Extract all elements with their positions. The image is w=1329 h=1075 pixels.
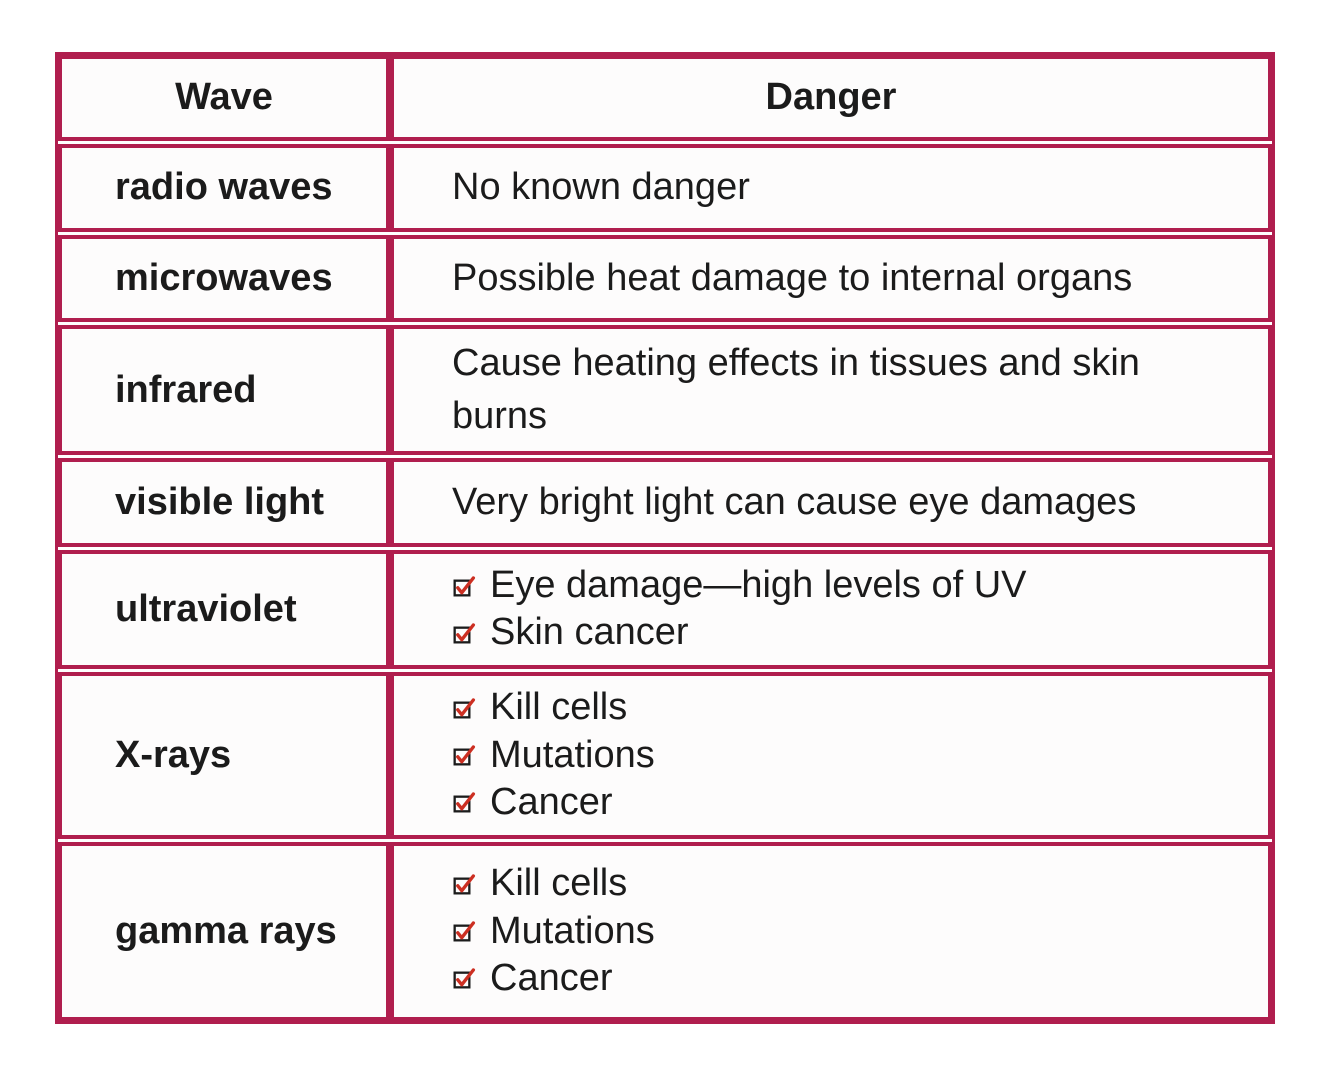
wave-label: radio waves bbox=[115, 166, 333, 209]
checked-checkbox-icon bbox=[452, 743, 476, 767]
danger-item-label: Kill cells bbox=[490, 862, 628, 905]
checked-checkbox-icon bbox=[452, 966, 476, 990]
danger-item-label: Possible heat damage to internal organs bbox=[452, 256, 1133, 299]
danger-text bbox=[452, 252, 1132, 305]
table-row bbox=[58, 550, 1272, 668]
danger-item-label: No known danger bbox=[452, 166, 750, 209]
danger-item-label: Eye damage—high levels of UV bbox=[490, 564, 1027, 607]
danger-item-label: Cancer bbox=[490, 780, 613, 823]
danger-cell bbox=[390, 325, 1272, 455]
wave-cell bbox=[58, 672, 390, 839]
danger-content bbox=[452, 337, 1228, 443]
danger-checklist-item bbox=[452, 955, 655, 1002]
table-row bbox=[58, 325, 1272, 455]
danger-checklist-item bbox=[452, 908, 655, 955]
table-header-row bbox=[58, 55, 1272, 141]
danger-cell bbox=[390, 235, 1272, 322]
wave-label: microwaves bbox=[115, 256, 333, 299]
danger-content bbox=[452, 684, 655, 825]
checked-checkbox-icon bbox=[452, 790, 476, 814]
danger-text bbox=[452, 476, 1136, 529]
table-row bbox=[58, 672, 1272, 839]
table-row bbox=[58, 842, 1272, 1021]
danger-checklist-item bbox=[452, 684, 655, 731]
danger-checklist-item bbox=[452, 609, 1027, 656]
wave-label: X-rays bbox=[115, 733, 232, 776]
wave-cell bbox=[58, 325, 390, 455]
danger-checklist-item bbox=[452, 779, 655, 826]
checked-checkbox-icon bbox=[452, 872, 476, 896]
checked-checkbox-icon bbox=[452, 696, 476, 720]
danger-column-header: Danger bbox=[765, 76, 897, 119]
wave-label: visible light bbox=[115, 481, 325, 524]
wave-cell bbox=[58, 235, 390, 322]
wave-cell bbox=[58, 842, 390, 1021]
danger-checklist-item bbox=[452, 562, 1027, 609]
wave-column-header: Wave bbox=[175, 76, 273, 119]
danger-content bbox=[452, 161, 750, 214]
wave-cell bbox=[58, 144, 390, 232]
danger-text bbox=[452, 161, 750, 214]
danger-checklist-item bbox=[452, 732, 655, 779]
danger-text bbox=[452, 337, 1228, 443]
danger-content bbox=[452, 562, 1027, 656]
danger-item-label: Very bright light can cause eye damages bbox=[452, 481, 1137, 524]
wave-label: ultraviolet bbox=[115, 587, 297, 630]
danger-cell bbox=[390, 842, 1272, 1021]
header-cell-danger bbox=[390, 55, 1272, 141]
table-row bbox=[58, 144, 1272, 232]
danger-content bbox=[452, 476, 1136, 529]
table-row bbox=[58, 458, 1272, 547]
wave-cell bbox=[58, 550, 390, 668]
danger-item-label: Skin cancer bbox=[490, 611, 689, 654]
wave-danger-table bbox=[55, 52, 1275, 1024]
danger-cell bbox=[390, 550, 1272, 668]
danger-cell bbox=[390, 458, 1272, 547]
table-row bbox=[58, 235, 1272, 322]
danger-item-label: Kill cells bbox=[490, 686, 628, 729]
danger-item-label: Cancer bbox=[490, 956, 613, 999]
danger-cell bbox=[390, 672, 1272, 839]
danger-item-label: Mutations bbox=[490, 733, 655, 776]
header-cell-wave bbox=[58, 55, 390, 141]
wave-label: infrared bbox=[115, 368, 257, 411]
danger-item-label: Mutations bbox=[490, 909, 655, 952]
danger-content bbox=[452, 252, 1132, 305]
danger-item-label: Cause heating effects in tissues and skin burns bbox=[452, 342, 1140, 438]
checked-checkbox-icon bbox=[452, 919, 476, 943]
wave-label: gamma rays bbox=[115, 909, 337, 952]
wave-cell bbox=[58, 458, 390, 547]
danger-checklist-item bbox=[452, 860, 655, 907]
checked-checkbox-icon bbox=[452, 574, 476, 598]
danger-content bbox=[452, 860, 655, 1001]
danger-cell bbox=[390, 144, 1272, 232]
checked-checkbox-icon bbox=[452, 621, 476, 645]
